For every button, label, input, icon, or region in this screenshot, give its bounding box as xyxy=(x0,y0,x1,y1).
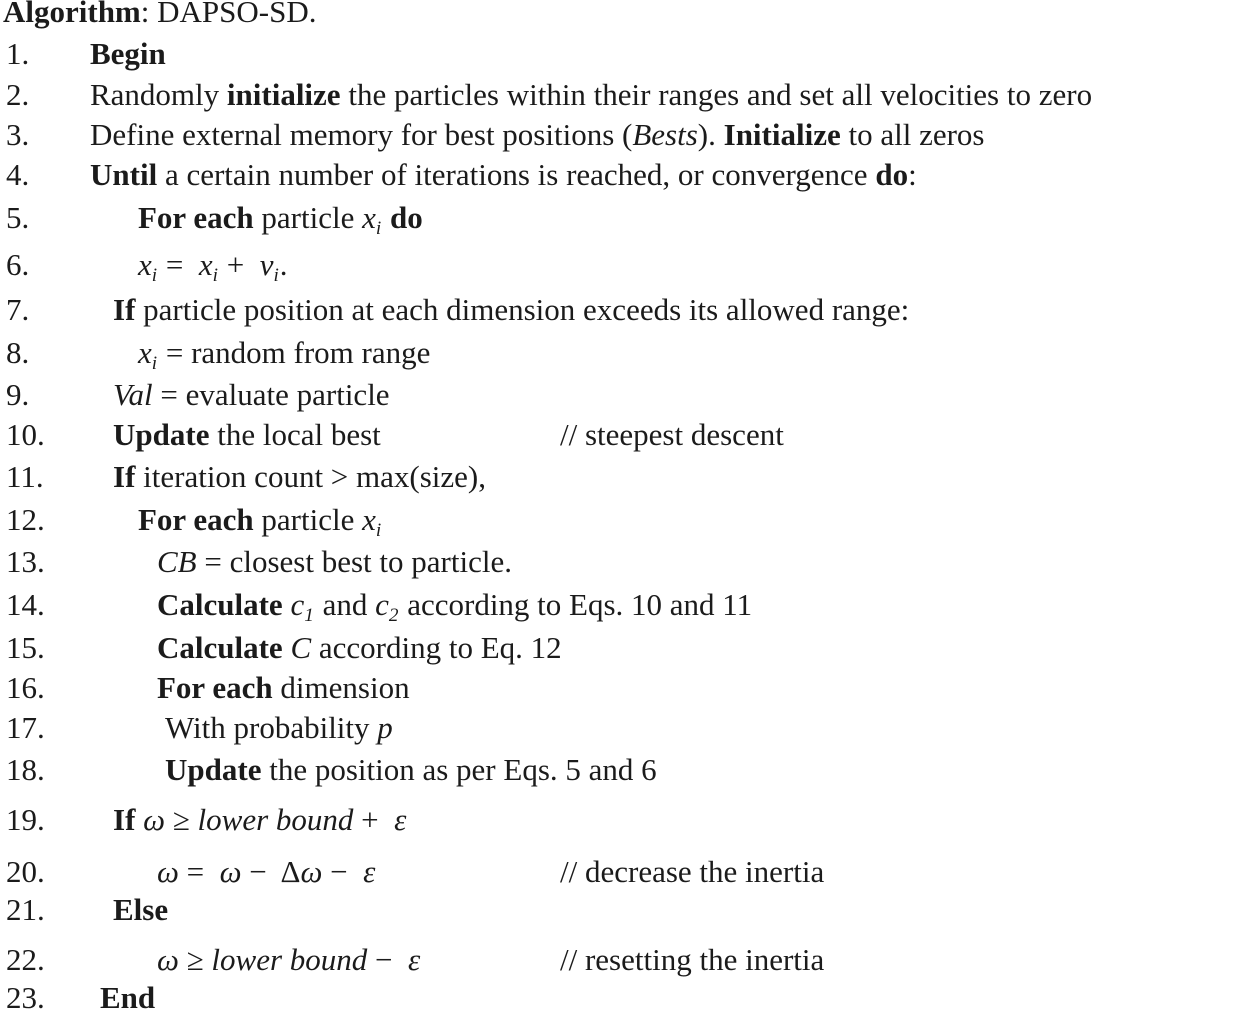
text-segment: − xyxy=(367,942,409,977)
line-content xyxy=(90,115,985,155)
algorithm-title-keyword: Algorithm xyxy=(3,0,141,29)
text-segment: For each xyxy=(138,200,254,235)
line-number: 14. xyxy=(6,587,45,622)
line-number: 13. xyxy=(6,544,45,579)
text-segment: = evaluate particle xyxy=(152,377,390,412)
algorithm-line-5 xyxy=(0,198,1250,239)
text-segment: Calculate xyxy=(157,587,291,622)
text-segment: Randomly xyxy=(90,77,227,112)
text-segment: Define external memory for best positions ( xyxy=(90,117,633,152)
text-segment: according to Eq. 12 xyxy=(311,630,562,665)
line-number: 1. xyxy=(6,36,30,71)
line-number: 18. xyxy=(6,752,45,787)
line-content xyxy=(157,668,410,708)
text-segment: the local best xyxy=(209,417,381,452)
text-segment: End xyxy=(100,980,156,1015)
algorithm-line-1 xyxy=(0,34,1250,75)
subscript: i xyxy=(212,264,218,286)
text-segment: Update xyxy=(165,752,262,787)
line-number: 19. xyxy=(6,802,45,837)
text-segment: ≥ xyxy=(165,802,198,837)
line-number: 10. xyxy=(6,417,45,452)
subscript: i xyxy=(273,264,279,286)
inline-comment: // resetting the inertia xyxy=(560,942,825,977)
line-content xyxy=(113,890,168,930)
algorithm-line-11 xyxy=(0,457,1250,498)
algorithm-line-3 xyxy=(0,115,1250,156)
algorithm-title xyxy=(3,0,316,32)
math-symbol: x xyxy=(138,335,152,370)
line-number: 7. xyxy=(6,292,30,327)
text-segment: and xyxy=(314,587,376,622)
text-segment: dimension xyxy=(272,670,410,705)
algorithm-line-2 xyxy=(0,75,1250,116)
line-number: 2. xyxy=(6,77,30,112)
text-segment: iteration count > max(size), xyxy=(135,459,487,494)
inline-comment: // decrease the inertia xyxy=(560,854,825,889)
line-content xyxy=(113,375,390,415)
text-segment: C xyxy=(290,630,312,665)
algorithm-line-6 xyxy=(0,245,1250,286)
math-symbol: x xyxy=(138,247,152,282)
algorithm-line-12 xyxy=(0,500,1250,541)
algorithm-line-9 xyxy=(0,375,1250,416)
math-symbol: ε xyxy=(363,854,376,889)
text-segment: If xyxy=(113,459,136,494)
line-content xyxy=(165,708,393,748)
line-content xyxy=(113,290,909,330)
text-segment: + xyxy=(353,802,395,837)
math-symbol: ε xyxy=(394,802,407,837)
line-number: 22. xyxy=(6,942,45,977)
text-segment: the particles within their ranges and set all velocities to zero xyxy=(340,77,1093,112)
line-content xyxy=(157,542,512,582)
line-content-formula xyxy=(113,800,406,840)
algorithm-line-7 xyxy=(0,290,1250,331)
text-segment: Until xyxy=(90,157,158,192)
text-segment: a certain number of iterations is reached, or convergence xyxy=(157,157,876,192)
text-segment: Bests xyxy=(632,117,698,152)
line-content xyxy=(138,198,423,243)
math-symbol: ω xyxy=(143,802,166,837)
line-number: 8. xyxy=(6,335,30,370)
text-segment: Begin xyxy=(90,36,166,71)
algorithm-line-23 xyxy=(0,978,1250,1019)
math-symbol: lower bound xyxy=(211,942,368,977)
line-number: 20. xyxy=(6,854,45,889)
text-segment: − xyxy=(322,854,364,889)
line-content xyxy=(157,585,752,630)
algorithm-line-8 xyxy=(0,333,1250,374)
text-segment: = closest best to particle. xyxy=(196,544,512,579)
text-segment: If xyxy=(113,802,144,837)
text-segment: particle position at each dimension exceeds its allowed range: xyxy=(135,292,910,327)
algorithm-line-18 xyxy=(0,750,1250,791)
subscript: 1 xyxy=(304,604,314,626)
text-segment: = xyxy=(158,247,199,282)
text-segment: Calculate xyxy=(157,630,291,665)
text-segment: particle xyxy=(253,502,363,537)
line-number: 17. xyxy=(6,710,45,745)
text-segment: do xyxy=(875,157,909,192)
algorithm-line-21 xyxy=(0,890,1250,931)
text-segment: Val xyxy=(113,377,153,412)
text-segment: Δ xyxy=(280,854,301,889)
line-number: 23. xyxy=(6,980,45,1015)
text-segment: the position as per Eqs. 5 and 6 xyxy=(261,752,657,787)
math-symbol: ω xyxy=(157,942,179,977)
line-content xyxy=(138,333,430,378)
math-symbol: ω xyxy=(219,854,242,889)
subscript: 2 xyxy=(388,604,399,626)
text-segment: : xyxy=(908,157,917,192)
algorithm-line-10 xyxy=(0,415,1250,456)
line-content xyxy=(165,750,657,790)
line-number: 5. xyxy=(6,200,30,235)
text-segment: For each xyxy=(138,502,254,537)
text-segment: With probability xyxy=(165,710,378,745)
text-segment: + xyxy=(218,247,260,282)
text-segment: Initialize xyxy=(723,117,841,152)
subscript: i xyxy=(151,264,158,286)
line-content xyxy=(157,628,562,668)
line-number: 11. xyxy=(6,459,44,494)
algorithm-line-13 xyxy=(0,542,1250,583)
math-symbol: ε xyxy=(408,942,421,977)
text-segment: ). xyxy=(697,117,724,152)
subscript: i xyxy=(375,519,382,541)
inline-comment: // steepest descent xyxy=(560,417,784,452)
math-symbol: x xyxy=(198,247,213,282)
math-symbol: x xyxy=(362,200,376,235)
algorithm-line-16 xyxy=(0,668,1250,709)
subscript: i xyxy=(151,352,158,374)
text-segment: If xyxy=(113,292,136,327)
algorithm-line-15 xyxy=(0,628,1250,669)
line-content xyxy=(90,155,917,195)
algorithm-title-name: : DAPSO-SD. xyxy=(140,0,317,29)
text-segment: − xyxy=(241,854,281,889)
math-symbol: ω xyxy=(300,854,323,889)
text-segment: = random from range xyxy=(158,335,431,370)
text-segment: . xyxy=(279,247,288,282)
line-number: 12. xyxy=(6,502,45,537)
text-segment: particle xyxy=(253,200,363,235)
algorithm-line-20 xyxy=(0,852,1250,893)
line-number: 15. xyxy=(6,630,45,665)
text-segment: Update xyxy=(113,417,210,452)
line-content-formula xyxy=(157,852,375,892)
math-symbol: c xyxy=(290,587,305,622)
line-number: 16. xyxy=(6,670,45,705)
text-segment: to all zeros xyxy=(840,117,985,152)
line-content xyxy=(113,415,381,455)
subscript: i xyxy=(375,217,382,239)
text-segment: Else xyxy=(113,892,169,927)
text-segment: initialize xyxy=(226,77,341,112)
line-content xyxy=(100,978,155,1018)
algorithm-line-17 xyxy=(0,708,1250,749)
algorithm-line-4 xyxy=(0,155,1250,196)
line-content-formula xyxy=(157,940,420,980)
algorithm-line-22 xyxy=(0,940,1250,981)
line-number: 3. xyxy=(6,117,30,152)
text-segment xyxy=(382,200,390,235)
text-segment: = xyxy=(178,854,220,889)
text-segment: For each xyxy=(157,670,273,705)
math-symbol: c xyxy=(375,587,389,622)
line-number: 21. xyxy=(6,892,45,927)
line-content xyxy=(138,500,382,545)
text-segment: do xyxy=(389,200,423,235)
math-symbol: lower bound xyxy=(197,802,354,837)
math-symbol: v xyxy=(259,247,274,282)
line-number: 4. xyxy=(6,157,30,192)
line-number: 9. xyxy=(6,377,30,412)
text-segment: p xyxy=(377,710,393,745)
algorithm-line-19 xyxy=(0,800,1250,841)
line-content-formula xyxy=(138,245,288,290)
line-content xyxy=(113,457,486,497)
line-content xyxy=(90,34,166,74)
text-segment: CB xyxy=(157,544,197,579)
algorithm-line-14 xyxy=(0,585,1250,626)
line-content xyxy=(90,75,1092,115)
math-symbol: ω xyxy=(157,854,179,889)
text-segment: according to Eqs. 10 and 11 xyxy=(399,587,753,622)
math-symbol: x xyxy=(362,502,376,537)
text-segment: ≥ xyxy=(178,942,212,977)
line-number: 6. xyxy=(6,247,30,282)
